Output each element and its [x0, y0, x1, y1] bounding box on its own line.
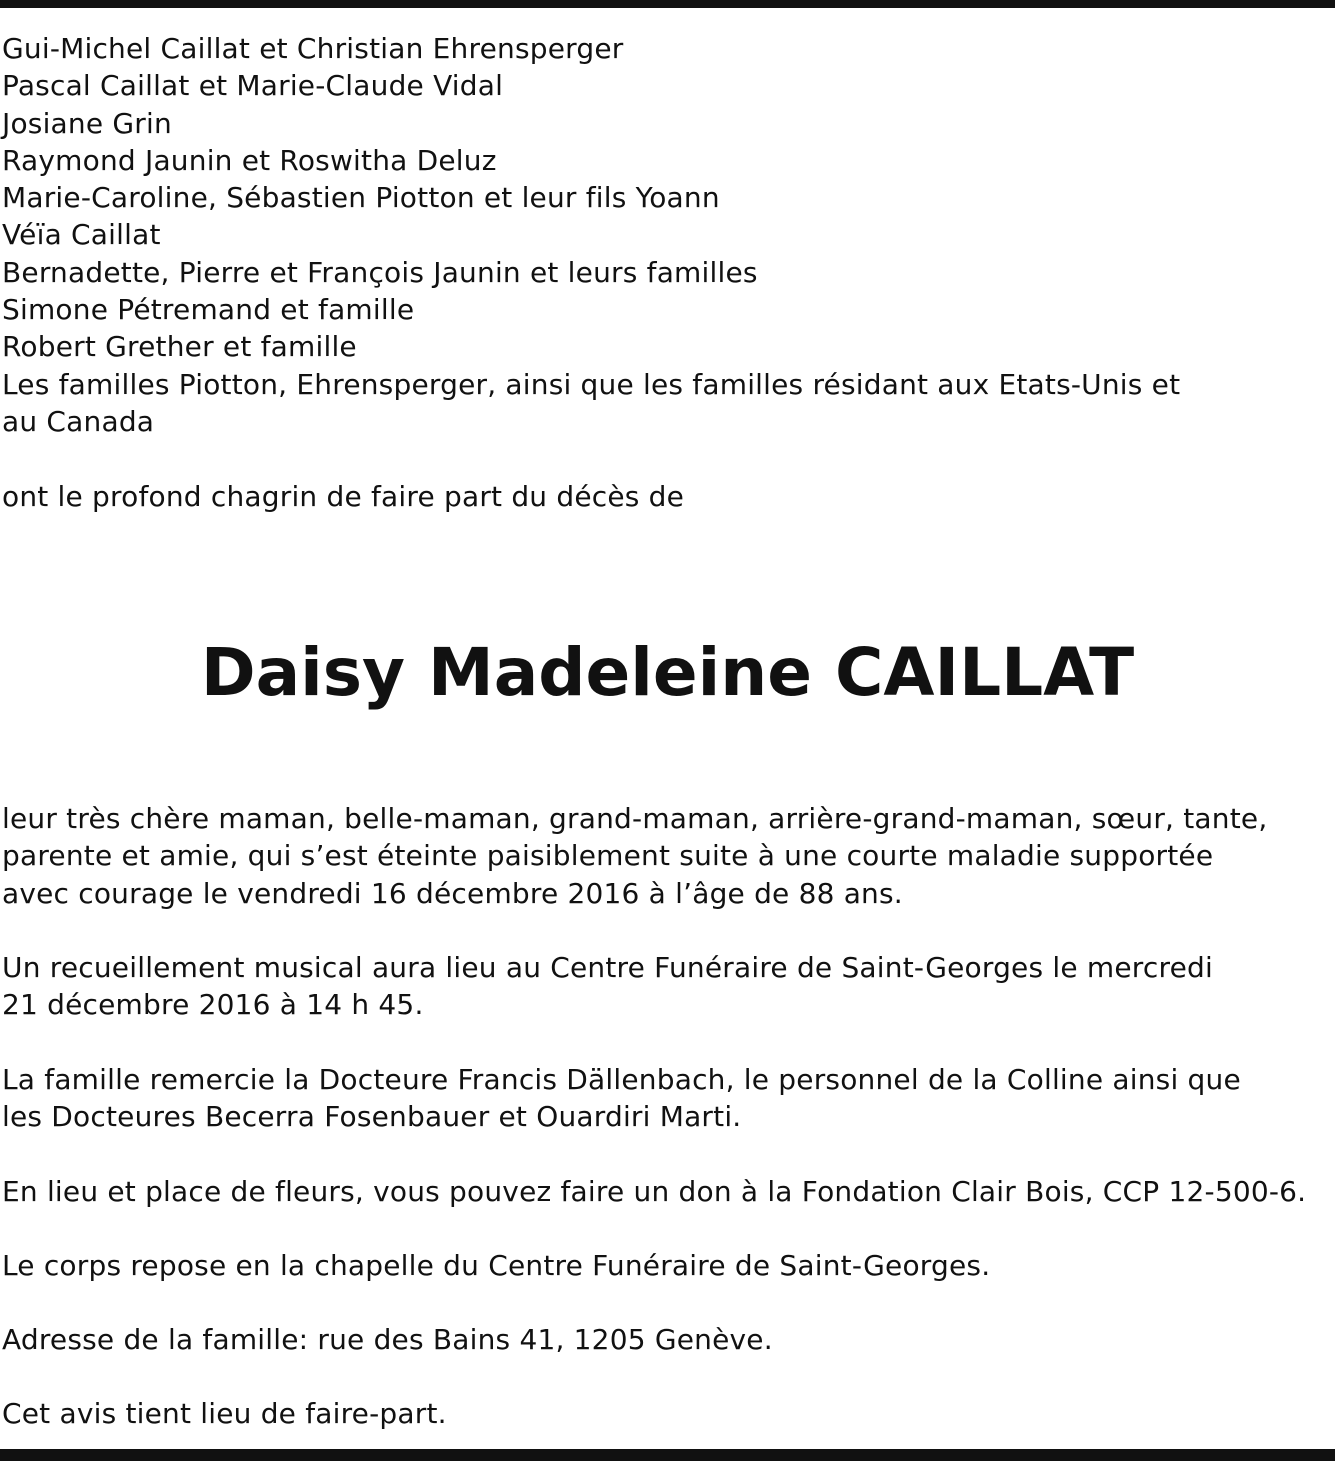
- tribute-paragraph: [2, 800, 1322, 912]
- bottom-border-rule: [0, 1449, 1335, 1461]
- chapel-paragraph: [2, 1247, 1322, 1284]
- mourner-line: Marie-Caroline, Sébastien Piotton et leur fils Yoann: [2, 181, 720, 215]
- paragraph-line: Un recueillement musical aura lieu au Centre Funéraire de Saint-Georges le mercredi: [2, 951, 1213, 984]
- paragraph-line: les Docteures Becerra Fosenbauer et Ouardiri Marti.: [2, 1100, 742, 1134]
- mourner-line: Bernadette, Pierre et François Jaunin et leurs familles: [2, 255, 758, 289]
- mourner-line: Robert Grether et famille: [2, 330, 357, 364]
- paragraph-line: parente et amie, qui s’est éteinte paisiblement suite à une courte maladie supportée: [2, 839, 1214, 873]
- notice-paragraph: [2, 1395, 1322, 1432]
- deceased-name: Daisy Madeleine CAILLAT: [200, 634, 1135, 711]
- donation-paragraph: [2, 1173, 1322, 1210]
- intro-line: ont le profond chagrin de faire part du décès de: [2, 480, 685, 513]
- mourner-line: Gui-Michel Caillat et Christian Ehrensperger: [2, 32, 624, 65]
- paragraph-line: Le corps repose en la chapelle du Centre Funéraire de Saint-Georges.: [2, 1249, 991, 1282]
- mourner-line: Raymond Jaunin et Roswitha Deluz: [2, 143, 497, 177]
- mourner-line: au Canada: [2, 404, 155, 438]
- mourner-line: Les familles Piotton, Ehrensperger, ainsi que les familles résidant aux Etats-Unis et: [2, 367, 1181, 401]
- paragraph-line: En lieu et place de fleurs, vous pouvez faire un don à la Fondation Clair Bois, CCP 12-500-6.: [2, 1175, 1307, 1208]
- paragraph-line: Cet avis tient lieu de faire-part.: [2, 1397, 447, 1430]
- announcement-intro: [2, 478, 1322, 515]
- mourner-line: Josiane Grin: [2, 106, 172, 140]
- thanks-paragraph: [2, 1061, 1322, 1136]
- mourners-list: [2, 30, 1322, 440]
- paragraph-line: La famille remercie la Docteure Francis Dällenbach, le personnel de la Colline ainsi que: [2, 1063, 1241, 1096]
- top-border-rule: [0, 0, 1335, 8]
- paragraph-line: leur très chère maman, belle-maman, grand-maman, arrière-grand-maman, sœur, tante,: [2, 802, 1268, 835]
- paragraph-line: avec courage le vendredi 16 décembre 2016 à l’âge de 88 ans.: [2, 876, 903, 910]
- ceremony-paragraph: [2, 949, 1322, 1024]
- paragraph-line: Adresse de la famille: rue des Bains 41, 1205 Genève.: [2, 1323, 773, 1356]
- paragraph-line: 21 décembre 2016 à 14 h 45.: [2, 988, 424, 1022]
- mourner-line: Pascal Caillat et Marie-Claude Vidal: [2, 69, 504, 103]
- family-address-paragraph: [2, 1321, 1322, 1358]
- mourner-line: Véïa Caillat: [2, 218, 161, 252]
- mourner-line: Simone Pétremand et famille: [2, 293, 415, 327]
